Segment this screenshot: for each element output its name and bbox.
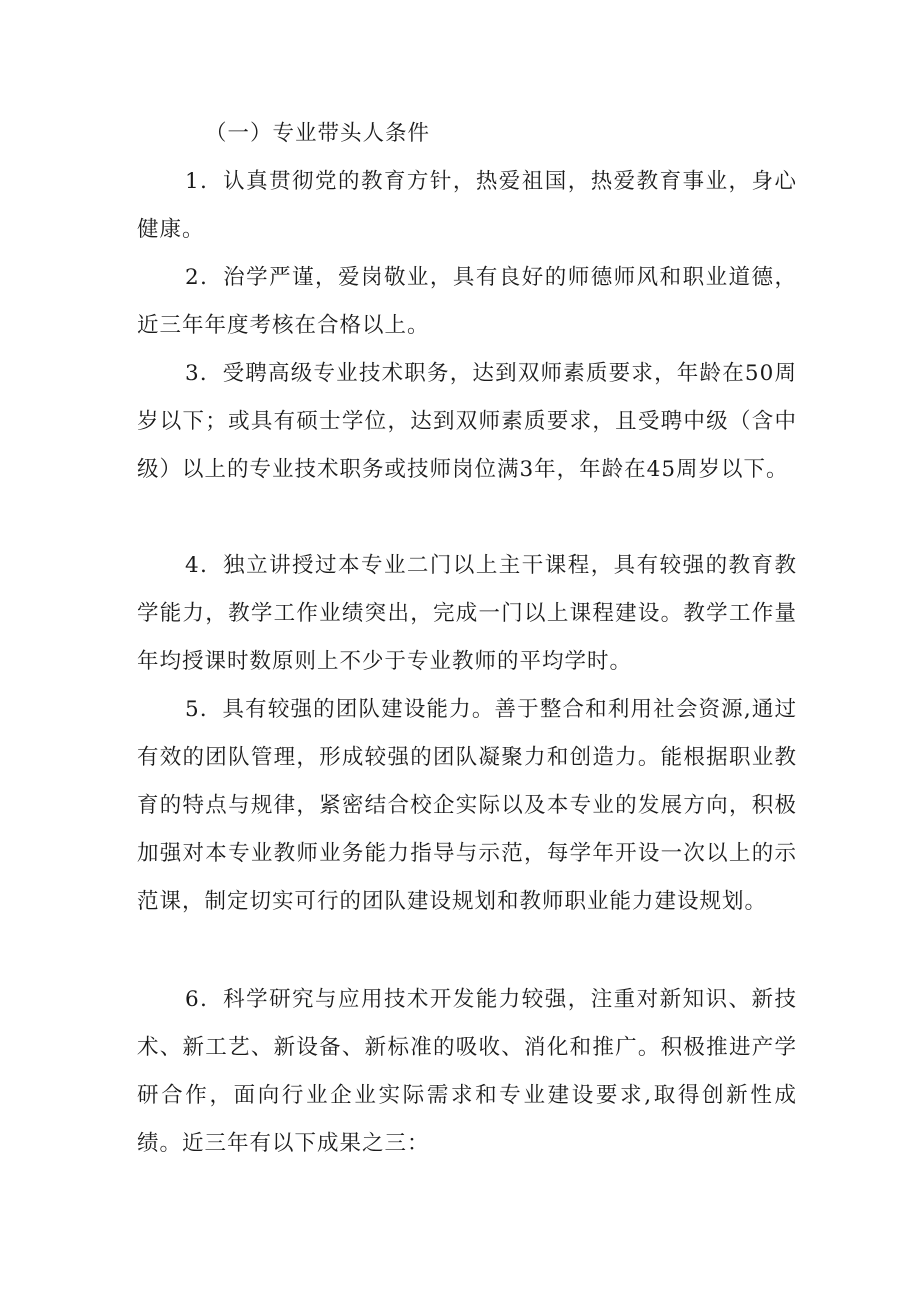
- paragraph-4: 4．独立讲授过本专业二门以上主干课程，具有较强的教育教学能力，教学工作业绩突出，完成一门以上课程建设。教学工作量年均授课时数原则上不少于专业教师的平均学时。: [137, 553, 797, 674]
- paragraph-2: 2．治学严谨，爱岗敬业，具有良好的师德师风和职业道德，近三年年度考核在合格以上。: [137, 265, 797, 338]
- section-heading: （一）专业带头人条件: [205, 121, 431, 146]
- paragraph-6: 6．科学研究与应用技术开发能力较强，注重对新知识、新技术、新工艺、新设备、新标准的吸收、消化和推广。积极推进产学研合作，面向行业企业实际需求和专业建设要求,取得创新性成绩。近三年有以下成果之三：: [137, 987, 797, 1156]
- paragraph-1: 1．认真贯彻党的教育方针，热爱祖国，热爱教育事业，身心健康。: [137, 169, 797, 242]
- paragraph-5: 5．具有较强的团队建设能力。善于整合和利用社会资源,通过有效的团队管理，形成较强的团队凝聚力和创造力。能根据职业教育的特点与规律，紧密结合校企实际以及本专业的发展方向，积极加强对本专业教师业务能力指导与示范，每学年开设一次以上的示范课，制定切实可行的团队建设规划和教师职业能力建设规划。: [137, 697, 797, 914]
- paragraph-3: 3．受聘高级专业技术职务，达到双师素质要求，年龄在50周岁以下；或具有硕士学位，达到双师素质要求，且受聘中级（含中级）以上的专业技术职务或技师岗位满3年，年龄在45周岁以下。: [137, 361, 797, 482]
